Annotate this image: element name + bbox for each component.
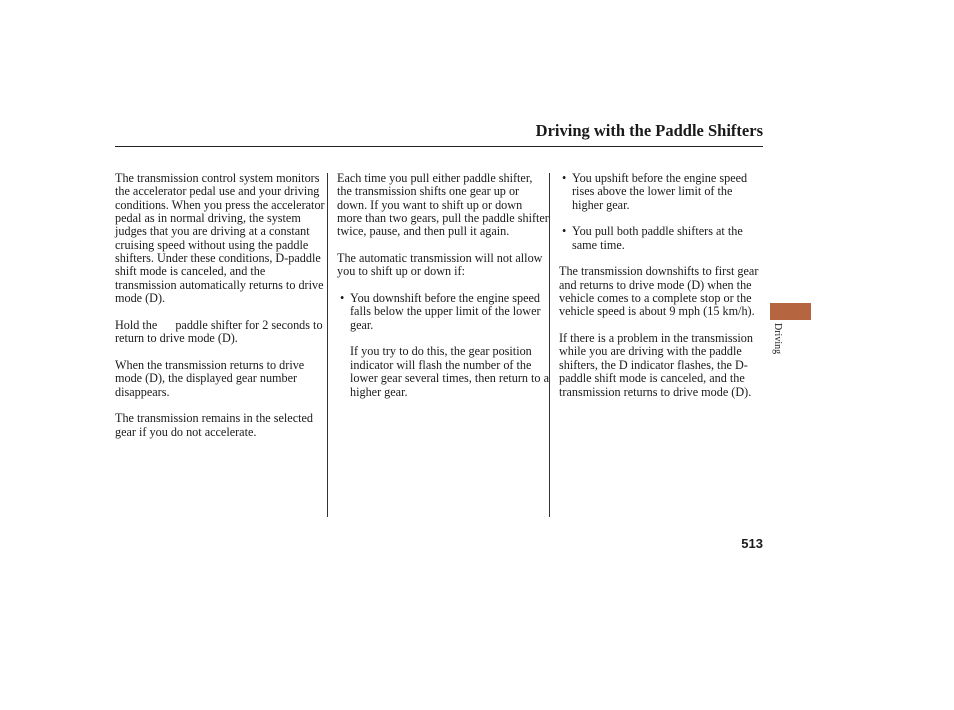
paragraph — [115, 319, 327, 346]
bullet-text: You downshift before the engine speed falls below the upper limit of the lower gear. — [350, 291, 541, 332]
bullet-icon: • — [340, 291, 345, 306]
page-title: Driving with the Paddle Shifters — [535, 121, 763, 140]
paragraph: The transmission control system monitors the accelerator pedal use and your driving conditions. When you press the accelerator pedal as in normal driving, the system judges that you are driving at a constant cruising speed without using the paddle shifters. Under these conditions, D-paddle shift mode is canceled, and the transmission automatically returns to drive mode (D). — [115, 171, 325, 306]
title-rule — [115, 146, 763, 147]
bullet-icon: • — [562, 224, 567, 239]
paragraph: If there is a problem in the transmission while you are driving with the paddle shifters, the D indicator flashes, the D-paddle shift mode is canceled, and the transmission returns to drive mode (D). — [559, 331, 753, 399]
paragraph: When the transmission returns to drive mode (D), the displayed gear number disappears. — [115, 357, 305, 399]
paragraph-text: Hold the — [115, 317, 158, 332]
section-tab — [770, 303, 811, 320]
column-divider — [549, 173, 550, 517]
paragraph-text: paddle shifter for 2 seconds to return to drive mode (D). — [115, 317, 323, 346]
paragraph: The automatic transmission will not allow you to shift up or down if: — [337, 251, 543, 279]
column-3 — [559, 172, 765, 412]
paragraph: The transmission remains in the selected gear if you do not accelerate. — [115, 411, 313, 439]
bullet-note: If you try to do this, the gear position indicator will flash the number of the lower gear several times, then return to a higher gear. — [350, 344, 549, 399]
column-2 — [337, 172, 549, 412]
section-tab-label: Driving — [772, 323, 783, 355]
bullet-item — [559, 225, 765, 252]
column-divider — [327, 173, 328, 517]
paragraph: The transmission downshifts to first gear and returns to drive mode (D) when the vehicle comes to a complete stop or the vehicle speed is about 9 mph (15 km/h). — [559, 264, 759, 319]
bullet-text: You upshift before the engine speed rises above the lower limit of the higher gear. — [572, 171, 748, 212]
bullet-text: You pull both paddle shifters at the same time. — [572, 224, 743, 252]
page-number: 513 — [741, 536, 763, 551]
bullet-item — [559, 172, 765, 212]
bullet-icon: • — [562, 171, 567, 185]
column-1 — [115, 172, 327, 452]
paragraph: Each time you pull either paddle shifter, the transmission shifts one gear up or down. If you want to shift up or down more than two gears, pull the paddle shifter twice, pause, and then pull it again. — [337, 171, 549, 239]
bullet-item — [337, 292, 549, 332]
